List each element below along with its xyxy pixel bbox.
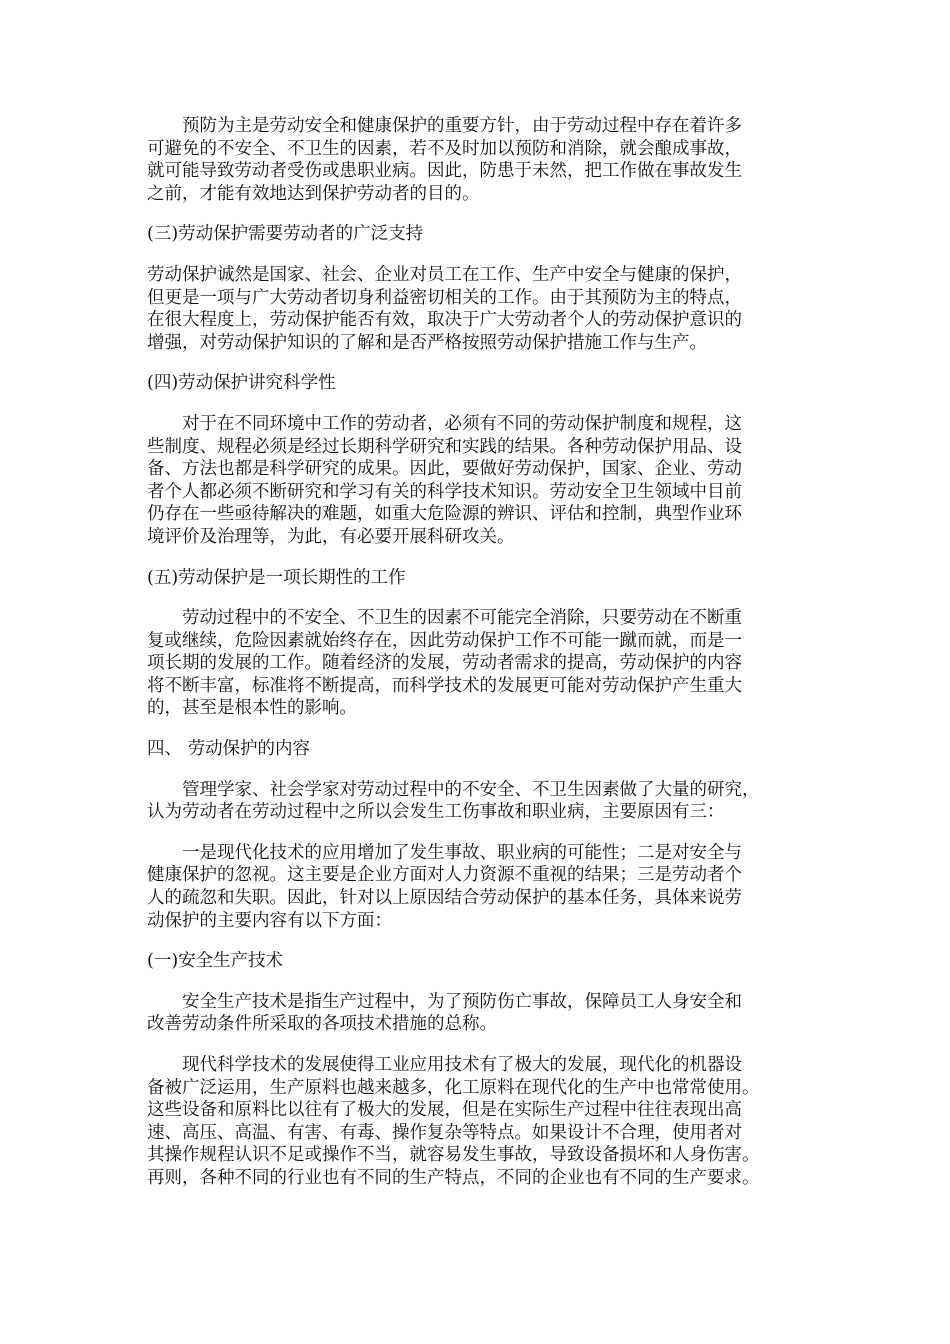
paragraph	[147, 991, 807, 1036]
text-line: 之前，才能有效地达到保护劳动者的目的。	[147, 183, 480, 204]
text-line: 的，甚至是根本性的影响。	[147, 698, 357, 719]
text-line: 增强，对劳动保护知识的了解和是否严格按照劳动保护措施工作与生产。	[147, 332, 707, 353]
section-heading: (四)劳动保护讲究科学性	[147, 373, 336, 394]
text-line: 在很大程度上，劳动保护能否有效，取决于广大劳动者个人的劳动保护意识的	[147, 310, 742, 331]
text-line: 动保护的主要内容有以下方面：	[147, 910, 392, 931]
text-line: 将不断丰富，标准将不断提高，而科学技术的发展更可能对劳动保护产生重大	[147, 675, 742, 696]
paragraph	[147, 779, 807, 824]
text-line: 再则，各种不同的行业也有不同的生产特点，不同的企业也有不同的生产要求。	[147, 1167, 760, 1188]
section-heading: (五)劳动保护是一项长期性的工作	[147, 567, 406, 588]
text-line: 这些设备和原料比以往有了极大的发展，但是在实际生产过程中往往表现出高	[147, 1100, 742, 1121]
section-heading: (三)劳动保护需要劳动者的广泛支持	[147, 224, 424, 245]
text-line: 备、方法也都是科学研究的成果。因此，要做好劳动保护，国家、企业、劳动	[147, 459, 742, 480]
text-line: 现代科学技术的发展使得工业应用技术有了极大的发展，现代化的机器设	[147, 1055, 742, 1075]
text-line: 些制度、规程必须是经过长期科学研究和实践的结果。各种劳动保护用品、设	[147, 436, 742, 457]
text-line: 人的疏忽和失职。因此，针对以上原因结合劳动保护的基本任务，具体来说劳	[147, 888, 742, 909]
paragraph	[147, 115, 807, 205]
text-line: 改善劳动条件所采取的各项技术措施的总称。	[147, 1014, 497, 1035]
paragraph	[147, 413, 807, 549]
text-line: 速、高压、高温、有害、有毒、操作复杂等特点。如果设计不合理，使用者对	[147, 1122, 742, 1143]
text-line: 但更是一项与广大劳动者切身利益密切相关的工作。由于其预防为主的特点，	[147, 287, 742, 308]
text-line: 者个人都必须不断研究和学习有关的科学技术知识。劳动安全卫生领域中目前	[147, 481, 742, 502]
text-line: 一是现代化技术的应用增加了发生事故、职业病的可能性；二是对安全与	[147, 842, 742, 863]
text-line: 可避免的不安全、不卫生的因素，若不及时加以预防和消除，就会酿成事故，	[147, 138, 742, 159]
text-line: 复或继续，危险因素就始终存在，因此劳动保护工作不可能一蹴而就，而是一	[147, 630, 742, 651]
text-line: 管理学家、社会学家对劳动过程中的不安全、不卫生因素做了大量的研究，	[147, 779, 760, 800]
text-line: 备被广泛运用，生产原料也越来越多，化工原料在现代化的生产中也常常使用。	[147, 1077, 760, 1098]
text-line: 项长期的发展的工作。随着经济的发展，劳动者需求的提高，劳动保护的内容	[147, 653, 742, 674]
paragraph	[147, 264, 807, 354]
text-line: 预防为主是劳动安全和健康保护的重要方针，由于劳动过程中存在着许多	[147, 116, 742, 136]
text-line: 认为劳动者在劳动过程中之所以会发生工伤事故和职业病，主要原因有三：	[147, 802, 725, 823]
text-line: 安全生产技术是指生产过程中，为了预防伤亡事故，保障员工人身安全和	[147, 991, 742, 1012]
text-line: 健康保护的忽视。这主要是企业方面对人力资源不重视的结果；三是劳动者个	[147, 865, 742, 886]
text-line: 境评价及治理等，为此，有必要开展科研攻关。	[147, 526, 515, 547]
text-line: 劳动过程中的不安全、不卫生的因素不可能完全消除，只要劳动在不断重	[147, 608, 742, 629]
paragraph	[147, 607, 807, 720]
paragraph	[147, 1054, 807, 1190]
document-page	[147, 115, 807, 1190]
text-line: 就可能导致劳动者受伤或患职业病。因此，防患于未然，把工作做在事故发生	[147, 161, 742, 182]
paragraph	[147, 842, 807, 932]
section-heading: 四、 劳动保护的内容	[147, 739, 311, 760]
text-line: 对于在不同环境中工作的劳动者，必须有不同的劳动保护制度和规程，这	[147, 413, 742, 434]
text-line: 劳动保护诚然是国家、社会、企业对员工在工作、生产中安全与健康的保护，	[147, 264, 742, 285]
text-line: 仍存在一些亟待解决的难题，如重大危险源的辨识、评估和控制，典型作业环	[147, 504, 742, 525]
section-heading: (一)安全生产技术	[147, 951, 284, 972]
text-line: 其操作规程认识不足或操作不当，就容易发生事故，导致设备损坏和人身伤害。	[147, 1145, 760, 1166]
